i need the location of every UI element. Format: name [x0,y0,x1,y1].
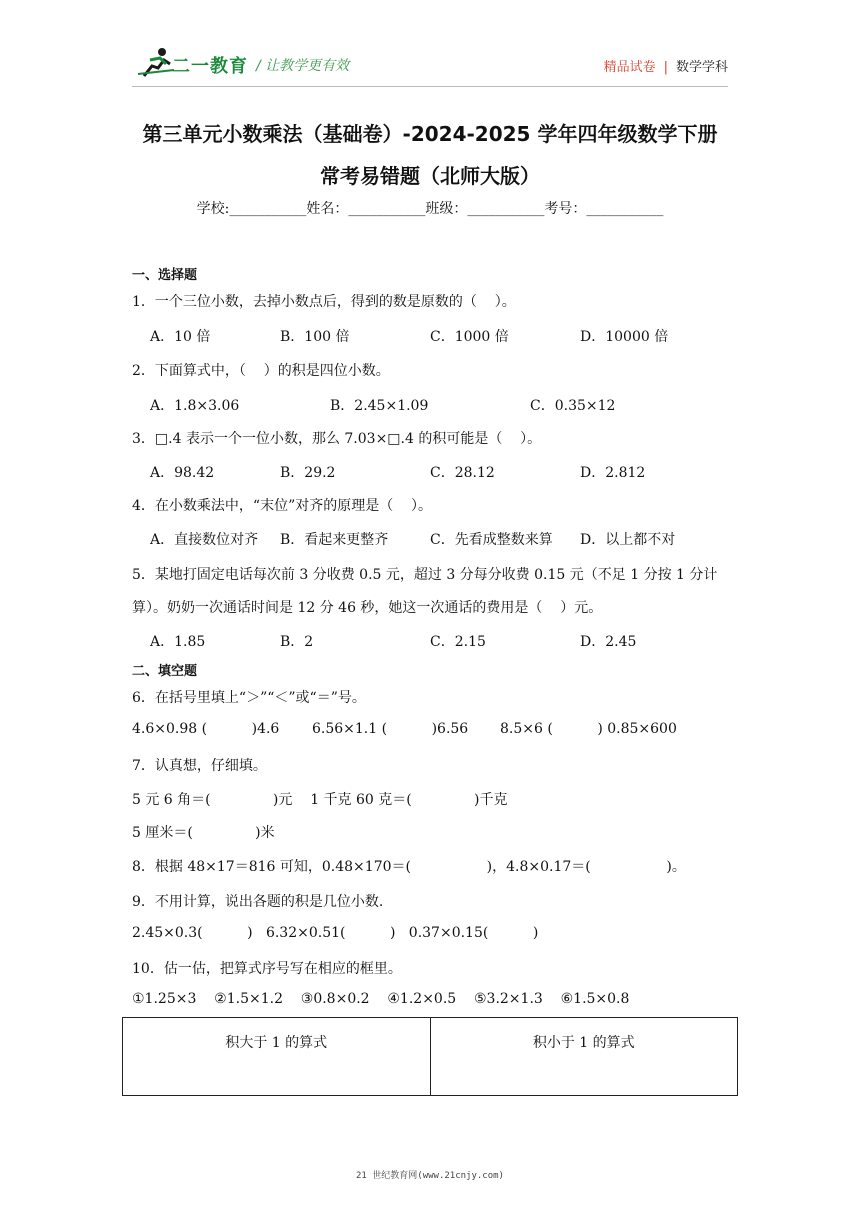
q3-option-a: A．98.42 [150,465,215,481]
q10-items: ①1.25×3 ②1.5×1.2 ③0.8×0.2 ④1.2×0.5 ⑤3.2×1.3 ⑥1.5×0.8 [132,991,630,1007]
q3-option-c: C．28.12 [430,465,495,481]
q10-answer-table [122,1017,738,1096]
q5-option-a: A．1.85 [150,634,206,650]
page-title-line1: 第三单元小数乘法（基础卷）-2024-2025 学年四年级数学下册 [142,122,718,146]
subject-tag: 数学学科 [675,60,728,75]
page-title-line2: 常考易错题（北师大版） [320,164,540,188]
runner-logo-icon [136,46,176,80]
q5-option-b: B．2 [280,634,314,650]
tag-separator: | [663,60,668,75]
question-7: 7．认真想，仔细填。 [132,758,267,774]
q2-option-c: C．0.35×12 [530,398,616,414]
header-tags [604,56,728,75]
box-greater-than-one[interactable]: 积大于 1 的算式 [123,1018,431,1096]
section-fill-title: 二、填空题 [132,664,198,679]
premium-tag: 精品试卷 [603,60,656,75]
q1-option-a: A．10 倍 [150,329,211,345]
footer-source: 21 世纪教育网(www.21cnjy.com) [356,1171,504,1181]
q5-option-d: D．2.45 [580,634,637,650]
question-10: 10．估一估，把算式序号写在相应的框里。 [132,961,402,977]
q2-option-b: B．2.45×1.09 [330,398,429,414]
slogan: / 让教学更有效 [256,58,350,74]
question-5-line1: 5．某地打固定电话每次前 3 分收费 0.5 元，超过 3 分每分收费 0.15 元（不足 1 分按 1 分计 [132,567,718,583]
q1-option-b: B．100 倍 [280,329,350,345]
question-9: 9．不用计算，说出各题的积是几位小数. [132,894,384,910]
q4-option-b: B．看起来更整齐 [280,532,389,548]
question-1: 1．一个三位小数，去掉小数点后，得到的数是原数的（ ）。 [132,294,516,310]
header-divider [132,86,728,87]
question-2: 2．下面算式中，（ ）的积是四位小数。 [132,363,390,379]
q4-option-d: D．以上都不对 [580,532,676,548]
q6-item-2: 6.56×1.1 ( )6.56 [312,721,469,737]
q6-item-3: 8.5×6 ( ) 0.85×600 [500,721,677,737]
q6-item-1: 4.6×0.98 ( )4.6 [132,721,280,737]
q1-option-d: D．10000 倍 [580,329,669,345]
question-8: 8．根据 48×17＝816 可知，0.48×170＝( )，4.8×0.17＝( )。 [132,859,686,875]
q2-option-a: A．1.8×3.06 [150,398,240,414]
question-5-line2: 算）。奶奶一次通话时间是 12 分 46 秒，她这一次通话的费用是（ ）元。 [132,600,603,616]
q5-option-c: C．2.15 [430,634,486,650]
q1-option-c: C．1000 倍 [430,329,509,345]
question-3: 3．□.4 表示一个一位小数，那么 7.03×□.4 的积可能是（ ）。 [132,431,542,447]
q4-option-c: C．先看成整数来算 [430,532,553,548]
question-6: 6．在括号里填上“＞”“＜”或“＝”号。 [132,690,366,706]
q3-option-b: B．29.2 [280,465,336,481]
q4-option-a: A．直接数位对齐 [150,532,259,548]
q9-items: 2.45×0.3( ) 6.32×0.51( ) 0.37×0.15( ) [132,925,539,941]
q7-line-2: 5 厘米＝( )米 [132,825,275,841]
student-info-line: 学校:___________姓名：___________班级：___________考号：___________ [196,201,664,217]
question-4: 4．在小数乘法中，“末位”对齐的原理是（ ）。 [132,498,433,514]
q3-option-d: D．2.812 [580,465,646,481]
box-less-than-one[interactable]: 积小于 1 的算式 [430,1018,738,1096]
section-choice-title: 一、选择题 [132,268,198,283]
q7-line-1: 5 元 6 角＝( )元 1 千克 60 克＝( )千克 [132,792,508,808]
logo-text: 二一教育 [172,56,248,77]
